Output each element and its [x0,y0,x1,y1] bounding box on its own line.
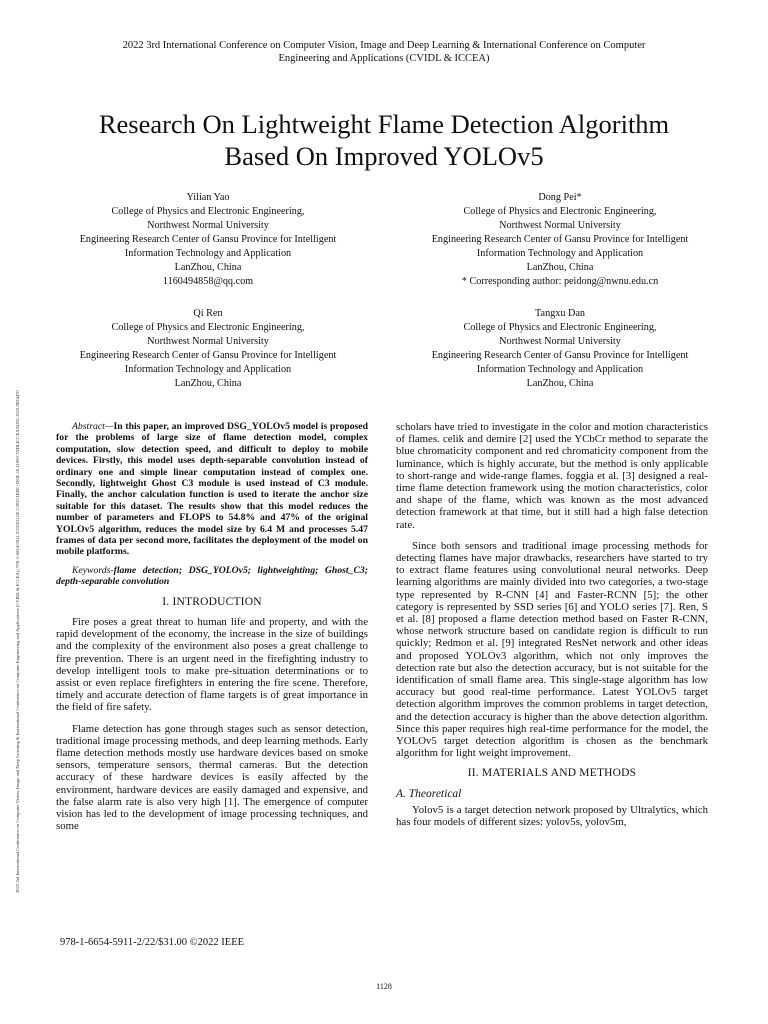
subsection-heading-theoretical: A. Theoretical [396,787,462,800]
paper-title [30,108,738,172]
author-affiliation: Information Technology and Application [124,248,292,259]
author-affiliation: Information Technology and Application [124,364,292,375]
author-affiliation: Engineering Research Center of Gansu Province for Intelligent [431,350,689,361]
author-affiliation: Engineering Research Center of Gansu Province for Intelligent [431,234,689,245]
author-location: LanZhou, China [174,378,242,389]
side-doi-text: 2022 3rd International Conference on Computer Vision, Image and Deep Learning & International Conference on Computer Engineering and Applications (CVIDL & ICCEA) | 978-1-6654-5911-2/22/$31.00 ©2022 IEEE | DOI: 10.1109/CVIDLICCEA56201.2022.9824470 [15,390,20,893]
page-number: 1128 [376,982,392,991]
author-affiliation: College of Physics and Electronic Engineering, [463,322,657,333]
author-affiliation: College of Physics and Electronic Engineering, [463,206,657,217]
author-name: Qi Ren [193,308,223,319]
keywords [56,565,368,588]
author-name: Tangxu Dan [535,308,585,319]
conference-header [60,39,708,65]
paper-title-line2: Based On Improved YOLOv5 [224,141,544,171]
keywords-label: Keywords- [72,564,114,576]
body-paragraph: Since both sensors and traditional image processing methods for detecting flames have major drawbacks, researchers have started to try to extract flame features using convolutional neural networks. Deep learning algorithms are mainly divided into two categories, a two-stage type represented by R-CNN [4] and Faster-RCNN [5]; the other category is represented by SSD series [6] and YOLO series [7]. Ren, S et al. [8] proposed a flame detection method based on Faster R-CNN, whose network structure based on candidate region is difficult to run quickly; Redmon et al. [9] integrated ResNet network and other ideas and proposed YOLOv3 algorithm, which not only improves the detection rate but also the detection accuracy, but is not suitable for the identification of small flame area. This single-stage algorithm has low accuracy but good real-time performance. Latest YOLOv5 target detection algorithm improves the common problems in target detection, and the detection accuracy is higher than the above detection algorithm. Since this paper requires high real-time performance for the model, the YOLOv5 target detection algorithm is chosen as the benchmark algorithm for light weight improvement. [396,539,708,760]
abstract-text: In this paper, an improved DSG_YOLOv5 model is proposed for the problems of large size of flame detection model, complex computation, slow detection speed, and difficult to deploy to mobile devices. Firstly, this model uses depth-separable convolution instead of ordinary one and simple linear computation instead of complex one. Secondly, lightweight Ghost C3 module is used instead of C3 module. Finally, the anchor calculation function is used to iterate the anchor size suitable for this dataset. The results show that this model reduces the number of parameters and FLOPS to 54.8% and 47% of the original YOLOv5 algorithm, reduces the model size by 6.4 M and processes 5.47 frames of data per second more, facilitates the deployment of the model on mobile platforms. [56,421,368,558]
author-affiliation: Northwest Normal University [499,220,621,231]
section-heading-introduction: I. INTRODUCTION [162,595,262,608]
author-affiliation: Information Technology and Application [476,248,644,259]
author-affiliation: Information Technology and Application [476,364,644,375]
conference-header-line2: Engineering and Applications (CVIDL & ICCEA) [278,53,490,64]
keywords-text: flame detection; DSG_YOLOv5; lightweighting; Ghost_C3; depth-separable convolution [56,564,368,588]
right-column [396,421,708,828]
side-doi-strip [12,175,24,895]
author-block-yao [43,191,373,289]
author-location: LanZhou, China [526,378,594,389]
paper-title-line1: Research On Lightweight Flame Detection Algorithm [98,109,670,139]
corresponding-author-note: * Corresponding author: peidong@nwnu.edu.cn [461,276,659,287]
author-affiliation: Engineering Research Center of Gansu Province for Intelligent [79,350,337,361]
author-affiliation: College of Physics and Electronic Engineering, [111,322,305,333]
author-name: Dong Pei* [538,192,582,203]
author-affiliation: Northwest Normal University [147,220,269,231]
author-block-ren [43,307,373,391]
body-paragraph: scholars have tried to investigate in the color and motion characteristics of flames. celik and demire [2] used the YCbCr method to separate the blue chromaticity component and red chromaticity component from the luminance, which is highly accurate, but the method is only applicable to short-range and wide-range flames. foggia et al. [3] designed a real-time flame detection framework using the motion characteristics, color and shape of the flame, which was known as the most advanced detection framework at that time, but it still had a high false detection rate. [396,421,708,531]
author-block-pei [395,191,725,289]
left-column [56,421,368,832]
abstract [56,421,368,558]
conference-header-line1: 2022 3rd International Conference on Computer Vision, Image and Deep Learning & International Conference on Computer [122,40,646,51]
section-heading-methods: II. MATERIALS AND METHODS [467,767,637,780]
author-email: 1160494858@qq.com [162,276,254,287]
body-paragraph: Fire poses a great threat to human life and property, and with the rapid development of the economy, the increase in the size of buildings and the complexity of the environment also poses a great challenge to fire prevention. There is an urgent need in the firefighting industry to develop intelligent tools to make pre-situation determinations or to assist or even replace firefighters in entering the fire scene. Therefore, timely and accurate detection of flame targets is of great importance in the field of fire safety. [56,615,368,714]
author-location: LanZhou, China [174,262,242,273]
author-block-dan [395,307,725,391]
author-affiliation: College of Physics and Electronic Engineering, [111,206,305,217]
author-affiliation: Northwest Normal University [147,336,269,347]
body-paragraph: Flame detection has gone through stages such as sensor detection, traditional image processing methods, and deep learning methods. Early flame detection methods mostly use hardware devices based on smoke sensors, temperature sensors, thermal cameras. But the detection accuracy of these hardware devices is easily affected by the environment, hardware devices are easily damaged and expensive, and the false alarm rate is also very high [1]. The emergence of computer vision has led to the development of image processing techniques, and some [56,722,368,833]
author-affiliation: Northwest Normal University [499,336,621,347]
author-affiliation: Engineering Research Center of Gansu Province for Intelligent [79,234,337,245]
author-location: LanZhou, China [526,262,594,273]
body-paragraph: Yolov5 is a target detection network proposed by Ultralytics, which has four models of different sizes: yolov5s, yolov5m, [396,803,708,829]
abstract-label: Abstract— [72,421,114,432]
author-name: Yilian Yao [186,192,230,203]
copyright-footer: 978-1-6654-5911-2/22/$31.00 ©2022 IEEE [60,937,245,948]
